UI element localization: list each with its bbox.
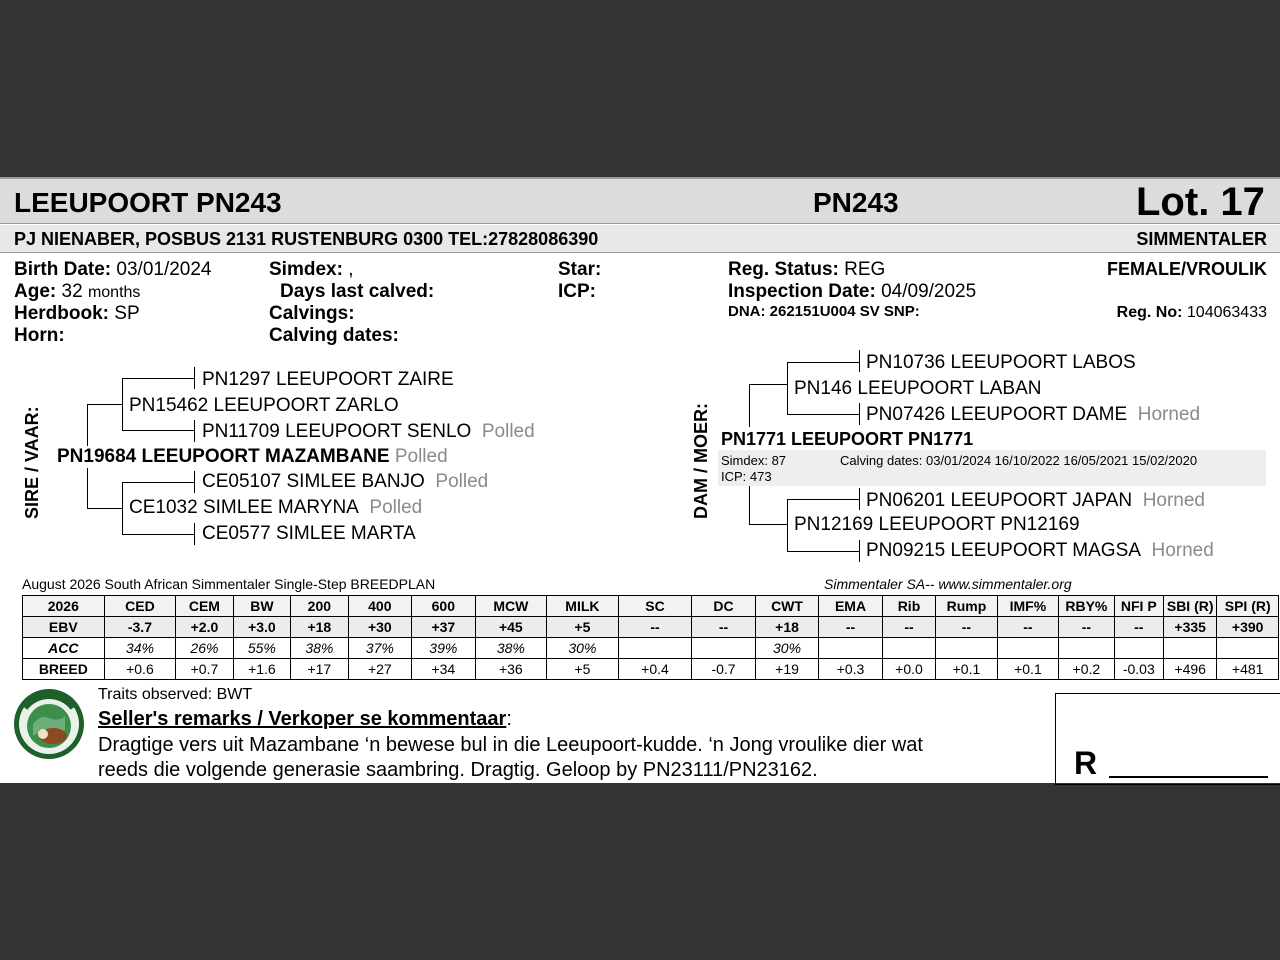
breed-cell: +5 xyxy=(547,659,619,680)
acc-cell xyxy=(1114,638,1163,659)
breed-cell: -0.7 xyxy=(692,659,756,680)
ebv-cell: -- xyxy=(618,617,692,638)
tree-line xyxy=(787,414,859,415)
acc-cell: 38% xyxy=(475,638,547,659)
header-cell: DC xyxy=(692,596,756,617)
breed-cell: +496 xyxy=(1163,659,1216,680)
header-cell: MCW xyxy=(475,596,547,617)
header-cell: 400 xyxy=(348,596,412,617)
acc-cell xyxy=(882,638,935,659)
breed-cell: -0.03 xyxy=(1114,659,1163,680)
buyer-price-line xyxy=(1109,776,1268,778)
ebv-cell: -- xyxy=(692,617,756,638)
buyer-price-label: R xyxy=(1074,745,1098,781)
dam-name: PN1771 LEEUPOORT PN1771 xyxy=(721,429,974,449)
buyer-price-box xyxy=(1055,693,1280,785)
acc-cell: 30% xyxy=(755,638,819,659)
sire-name: PN19684 LEEUPOORT MAZAMBANE Polled xyxy=(57,446,448,467)
tree-line xyxy=(859,540,860,562)
tree-line xyxy=(122,482,194,483)
acc-cell: 38% xyxy=(291,638,348,659)
ebv-cell: -- xyxy=(1114,617,1163,638)
tree-line xyxy=(859,403,860,425)
ebv-cell: +2.0 xyxy=(176,617,233,638)
acc-cell: 26% xyxy=(176,638,233,659)
icp-label: ICP: xyxy=(558,281,596,302)
remarks-line-2: reeds die volgende generasie saambring. Dragtig. Geloop by PN23111/PN23162. xyxy=(98,759,818,781)
header-cell: NFI P xyxy=(1114,596,1163,617)
tree-line xyxy=(122,378,194,379)
calving-dates-label: Calving dates: xyxy=(269,325,399,346)
acc-cell xyxy=(1217,638,1279,659)
ebv-cell: +45 xyxy=(475,617,547,638)
tree-line xyxy=(787,362,788,414)
ebv-cell: EBV xyxy=(23,617,105,638)
inspection-date: Inspection Date: 04/09/2025 xyxy=(728,281,977,302)
header-cell: SPI (R) xyxy=(1217,596,1279,617)
dam-sire: PN146 LEEUPOORT LABAN xyxy=(794,378,1042,399)
breed-cell: +0.1 xyxy=(936,659,997,680)
ebv-cell: -3.7 xyxy=(104,617,176,638)
breed-cell: +0.1 xyxy=(997,659,1058,680)
breed-cell: +0.2 xyxy=(1059,659,1114,680)
age: Age: 32 months xyxy=(14,281,141,302)
tree-line xyxy=(749,486,750,524)
tree-line xyxy=(122,482,123,534)
header-row xyxy=(23,596,1279,617)
ebv-cell: +18 xyxy=(755,617,819,638)
acc-cell xyxy=(997,638,1058,659)
breedplan-table xyxy=(22,595,1279,680)
ebv-cell: +30 xyxy=(348,617,412,638)
tree-line xyxy=(122,534,194,535)
lot-card xyxy=(0,177,1280,783)
breed-cell: BREED xyxy=(23,659,105,680)
header-cell: EMA xyxy=(819,596,883,617)
acc-cell xyxy=(618,638,692,659)
header-cell: RBY% xyxy=(1059,596,1114,617)
owner-bar xyxy=(0,225,1280,253)
dam-dam: PN12169 LEEUPOORT PN12169 xyxy=(794,514,1080,535)
sire-dam: CE1032 SIMLEE MARYNA Polled xyxy=(129,497,423,518)
dam-sire-sire: PN10736 LEEUPOORT LABOS xyxy=(866,352,1136,373)
birth-date: Birth Date: 03/01/2024 xyxy=(14,259,212,280)
acc-cell xyxy=(692,638,756,659)
acc-cell xyxy=(1059,638,1114,659)
tree-line xyxy=(787,362,859,363)
star-label: Star: xyxy=(558,259,602,280)
acc-cell: 37% xyxy=(348,638,412,659)
breed-label: SIMMENTALER xyxy=(1136,229,1267,249)
reg-no: Reg. No: 104063433 xyxy=(1116,304,1267,321)
breed-cell: +1.6 xyxy=(233,659,290,680)
ebv-row xyxy=(23,617,1279,638)
ebv-cell: +335 xyxy=(1163,617,1216,638)
remarks-title: Seller's remarks / Verkoper se kommentaar: xyxy=(98,708,512,730)
acc-cell: ACC xyxy=(23,638,105,659)
days-last-calved-label: Days last calved: xyxy=(280,281,435,302)
header-cell: SBI (R) xyxy=(1163,596,1216,617)
tree-line xyxy=(87,508,122,509)
acc-cell: 55% xyxy=(233,638,290,659)
traits-observed: Traits observed: BWT xyxy=(98,686,253,703)
breed-cell: +0.3 xyxy=(819,659,883,680)
sire-side-label: SIRE / VAAR: xyxy=(22,406,42,519)
tree-line xyxy=(787,499,859,500)
sire-sire: PN15462 LEEUPOORT ZARLO xyxy=(129,395,399,416)
sire-sire-sire: PN1297 LEEUPOORT ZAIRE xyxy=(202,369,454,390)
tree-line xyxy=(749,384,787,385)
calvings-label: Calvings: xyxy=(269,303,355,324)
animal-id: PN243 xyxy=(813,187,899,218)
tree-line xyxy=(194,420,195,442)
simmentaler-logo xyxy=(13,688,85,760)
ebv-cell: -- xyxy=(936,617,997,638)
acc-cell: 39% xyxy=(412,638,476,659)
acc-cell: 34% xyxy=(104,638,176,659)
tree-line xyxy=(859,488,860,510)
header-cell: 2026 xyxy=(23,596,105,617)
acc-cell xyxy=(936,638,997,659)
breed-cell: +27 xyxy=(348,659,412,680)
header-cell: CWT xyxy=(755,596,819,617)
ebv-cell: +18 xyxy=(291,617,348,638)
header-cell: 200 xyxy=(291,596,348,617)
tree-line xyxy=(749,524,787,525)
header-cell: Rib xyxy=(882,596,935,617)
ebv-cell: +390 xyxy=(1217,617,1279,638)
ebv-cell: -- xyxy=(997,617,1058,638)
breed-cell: +481 xyxy=(1217,659,1279,680)
header-cell: Rump xyxy=(936,596,997,617)
tree-line xyxy=(122,378,123,430)
dam-side-label: DAM / MOER: xyxy=(691,403,711,519)
header-cell: 600 xyxy=(412,596,476,617)
breed-cell: +17 xyxy=(291,659,348,680)
sex-label: FEMALE/VROULIK xyxy=(1107,259,1267,279)
dam-sire-dam: PN07426 LEEUPOORT DAME Horned xyxy=(866,404,1201,425)
sire-dam-sire: CE05107 SIMLEE BANJO Polled xyxy=(202,471,489,492)
reg-status: Reg. Status: REG xyxy=(728,259,886,280)
dam-calving-dates: Calving dates: 03/01/2024 16/10/2022 16/05/2021 15/02/2020 xyxy=(840,453,1198,468)
ebv-cell: +3.0 xyxy=(233,617,290,638)
sire-sire-dam: PN11709 LEEUPOORT SENLO Polled xyxy=(202,421,535,442)
ebv-cell: -- xyxy=(1059,617,1114,638)
header-cell: CED xyxy=(104,596,176,617)
breed-cell: +34 xyxy=(412,659,476,680)
tree-line xyxy=(194,523,195,545)
acc-row xyxy=(23,638,1279,659)
tree-line xyxy=(787,499,788,551)
breed-row xyxy=(23,659,1279,680)
dam-dam-dam: PN09215 LEEUPOORT MAGSA Horned xyxy=(866,540,1214,561)
dam-simdex: Simdex: 87 xyxy=(721,453,787,468)
breed-cell: +0.6 xyxy=(104,659,176,680)
dam-icp: ICP: 473 xyxy=(721,469,772,484)
tree-line xyxy=(194,471,195,493)
tree-line xyxy=(859,350,860,372)
tree-line xyxy=(749,384,750,427)
dna-info: DNA: 262151U004 SV SNP: xyxy=(728,303,920,320)
simdex: Simdex: , xyxy=(269,259,354,280)
breedplan-source: Simmentaler SA-- www.simmentaler.org xyxy=(824,576,1072,592)
ebv-cell: +5 xyxy=(547,617,619,638)
ebv-cell: -- xyxy=(819,617,883,638)
header-cell: SC xyxy=(618,596,692,617)
header-cell: CEM xyxy=(176,596,233,617)
sire-dam-dam: CE0577 SIMLEE MARTA xyxy=(202,523,416,544)
dam-dam-sire: PN06201 LEEUPOORT JAPAN Horned xyxy=(866,490,1206,511)
breed-cell: +0.0 xyxy=(882,659,935,680)
tree-line xyxy=(122,430,194,431)
header-cell: MILK xyxy=(547,596,619,617)
acc-cell xyxy=(819,638,883,659)
animal-name: LEEUPOORT PN243 xyxy=(14,187,282,218)
remarks-line-1: Dragtige vers uit Mazambane ‘n bewese bul in die Leeupoort-kudde. ‘n Jong vroulike dier wat xyxy=(98,734,923,756)
breedplan-caption: August 2026 South African Simmentaler Single-Step BREEDPLAN xyxy=(22,576,436,592)
ebv-cell: +37 xyxy=(412,617,476,638)
tree-line xyxy=(87,404,122,405)
owner-line: PJ NIENABER, POSBUS 2131 RUSTENBURG 0300 TEL:27828086390 xyxy=(14,229,599,249)
horn-label: Horn: xyxy=(14,325,65,346)
tree-line xyxy=(194,367,195,389)
herdbook: Herdbook: SP xyxy=(14,303,140,324)
tree-line xyxy=(787,551,859,552)
header-cell: BW xyxy=(233,596,290,617)
lot-number: Lot. 17 xyxy=(1136,180,1265,224)
ebv-cell: -- xyxy=(882,617,935,638)
title-bar xyxy=(0,177,1280,224)
breed-cell: +0.4 xyxy=(618,659,692,680)
breed-cell: +0.7 xyxy=(176,659,233,680)
breed-cell: +36 xyxy=(475,659,547,680)
acc-cell: 30% xyxy=(547,638,619,659)
acc-cell xyxy=(1163,638,1216,659)
breed-cell: +19 xyxy=(755,659,819,680)
header-cell: IMF% xyxy=(997,596,1058,617)
